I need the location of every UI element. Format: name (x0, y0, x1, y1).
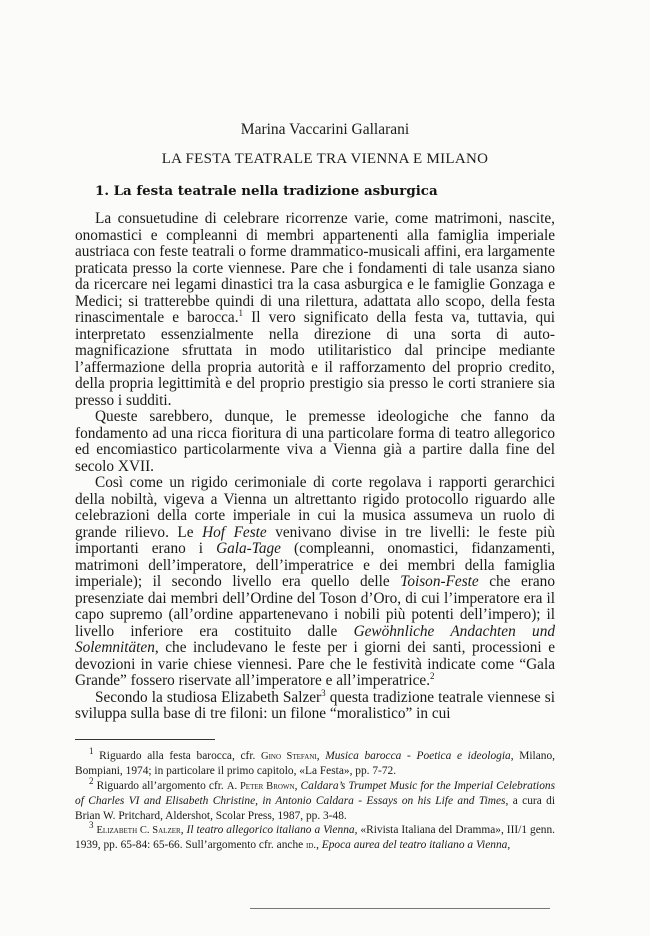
footnotes (75, 746, 556, 854)
cited-author: A. Peter Brown (226, 780, 295, 792)
text-run: , (507, 839, 511, 852)
text-run: venivano divise in tre livelli: le feste più importanti erano i (75, 523, 556, 557)
text-run: , (316, 750, 326, 762)
text-run: , che includevano le feste per i giorni dei santi, processioni e devozioni in varie chiese viennesi. Pare che le festività indicate come “Gala Grande” fossero riservate all’imperatore e all’imperatrice. (75, 639, 555, 689)
footnote (75, 776, 556, 823)
footnote (75, 746, 555, 779)
italic-term: Gala-Tage (216, 540, 281, 557)
text-run: Il vero significato della festa va, tuttavia, qui interpretato essenzialmente nella direzione di una sorta di auto-magnificazione sfruttata in modo utilitaristico dal principe mediante l’affermazione della propria autorità e il rafforzamento del proprio credito, della propria legittimità e del proprio prestigio sia presso le corti straniere sia presso i sudditi. (75, 309, 555, 409)
text-run: , «Rivista Italiana del Dramma», III/1 genn. 1939, pp. 65-84: 65-66. Sull’argomento cfr. anche (75, 824, 556, 852)
text-run: Queste sarebbero, dunque, le premesse ideologiche che fanno da fondamento ad una ricca fioritura di una particolare forma di teatro allegorico ed encomiastico particolarmente viva a Vienna già a partire dalla fine del secolo XVII. (75, 408, 555, 475)
text-run: , Milano, Bompiani, 1974; in particolare il primo capitolo, «La Festa», pp. 7-72. (75, 750, 555, 778)
cited-title: Musica barocca - Poetica e ideologia (325, 750, 511, 762)
cited-author: id. (306, 840, 317, 852)
italic-term: Hof Feste (202, 523, 267, 541)
cited-author: Gino Stefani (261, 751, 317, 762)
italic-term: Toison-Feste (400, 573, 479, 590)
text-run: , (180, 824, 187, 837)
cited-title: Epoca aurea del teatro italiano a Vienna (321, 839, 508, 852)
text-run: Così come un rigido cerimoniale di corte regolava i rapporti gerarchici della nobiltà, vigeva a Vienna un altrettanto rigido protocollo riguardo alle celebrazioni della corte imperiale in cui la musica assumeva un ruolo di grande rilievo. Le (75, 474, 555, 541)
text-run: che erano presenziate dai membri dell’Ordine del Toson d’Oro, di cui l’imperatore era il capo supremo (all’ordine appartenevano i nobili più potenti dell’impero); il livello inferiore era costituito dalle (75, 573, 555, 640)
author-name: Marina Vaccarini Gallarani (240, 121, 410, 138)
text-run: La consuetudine di celebrare ricorrenze varie, come matrimoni, nascite, onomastici e compleanni di membri appartenenti alla famiglia imperiale austriaca con feste teatrali o forme drammatico-musicali affini, era largamente praticata presso la corte viennese. Pare che i fondamenti di tale usanza siano da ricercare nei legami dinastici tra la casa asburgica e le famiglie Gonzaga e Medici; si tratterebbe quindi di una rilettura, adattata allo scopo, della festa rinascimentale e barocca. (75, 210, 555, 326)
footnote-divider (75, 739, 215, 740)
text-run: , (294, 779, 301, 792)
italic-term: Gewöhnliche Andachten und Solemnitäten (75, 622, 555, 656)
footnote-number: 1 (89, 746, 94, 757)
section-heading: 1. La festa teatrale nella tradizione asburgica (95, 183, 438, 199)
footnote-number: 2 (89, 776, 94, 787)
footnote-number: 3 (89, 820, 94, 831)
footnote-ref: 2 (430, 670, 435, 681)
cited-title: Il teatro allegorico italiano a Vienna (186, 824, 355, 837)
cited-author: Elizabeth C. Salzer (96, 825, 181, 837)
paragraph (75, 409, 555, 475)
footnote-ref: 1 (238, 307, 244, 318)
paragraph (75, 687, 555, 723)
text-run: Riguardo alla festa barocca, cfr. (93, 750, 262, 762)
paragraph (75, 475, 555, 690)
text-run: , (316, 839, 322, 852)
body-text (75, 211, 555, 723)
footnote-ref: 3 (321, 687, 326, 698)
paragraph (75, 211, 555, 409)
cited-title: Caldara’s Trumpet Music for the Imperial Celebrations of Charles VI and Elisabeth Christine, in Antonio Caldara - Essays on his Life and Times (75, 779, 556, 808)
text-run: , a cura di Brian W. Pritchard, Aldershot, Scolar Press, 1987, pp. 3-48. (75, 795, 556, 822)
footnote (75, 820, 556, 854)
text-run: (compleanni, onomastici, fidanzamenti, matrimoni dell’imperatore, dell’imperatrice e dei membri della famiglia imperiale); il secondo livello era quello delle (75, 540, 555, 590)
text-run: Riguardo all’argomento cfr. (93, 779, 227, 792)
text-run: Secondo la studiosa Elizabeth Salzer (95, 688, 322, 706)
paper-title: LA FESTA TEATRALE TRA VIENNA E MILANO (161, 151, 489, 167)
text-run: questa tradizione teatrale viennese si sviluppa sulla base di tre filoni: un filone “moralistico” in cui (75, 688, 555, 722)
page-bottom-line (250, 908, 550, 909)
